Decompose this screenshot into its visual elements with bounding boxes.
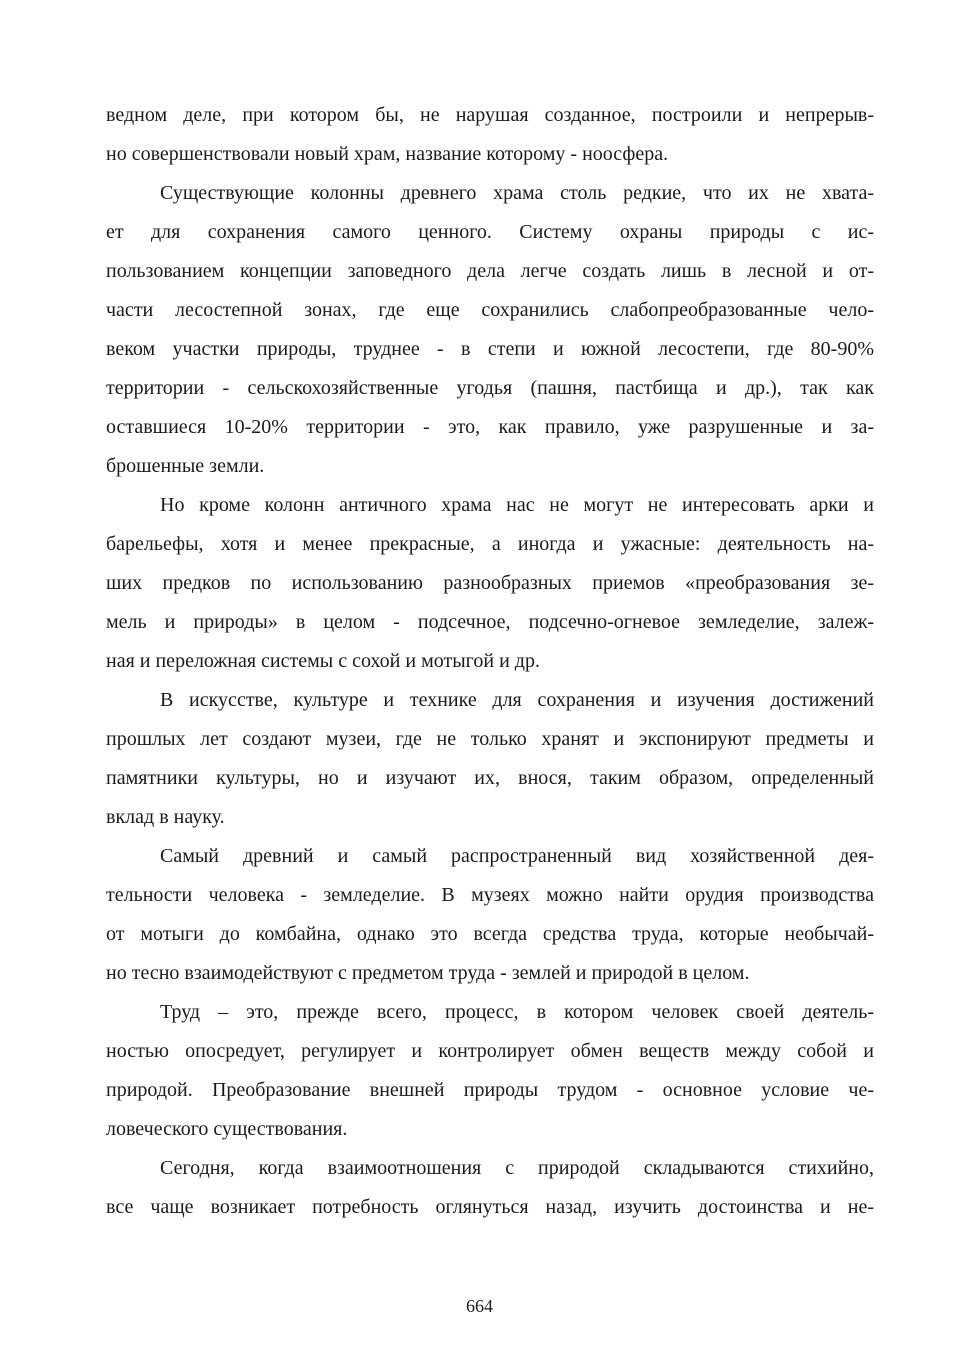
text-line: веком участки природы, труднее - в степи и южной лесостепи, где 80-90% [106, 338, 874, 360]
text-line: части лесостепной зонах, где еще сохранились слабопреобразованные чело- [106, 299, 874, 321]
paragraph-7 [106, 1149, 874, 1227]
text-line: мель и природы» в целом - подсечное, подсечно-огневое земледелие, залеж- [106, 611, 874, 633]
text-line: все чаще возникает потребность оглянуться назад, изучить достоинства и не- [106, 1196, 874, 1218]
text-line: от мотыги до комбайна, однако это всегда средства труда, которые необычай- [106, 923, 874, 945]
text-line: Но кроме колонн античного храма нас не могут не интересовать арки и [160, 494, 874, 516]
text-line: Сегодня, когда взаимоотношения с природой складываются стихийно, [160, 1157, 874, 1179]
text-line: природой. Преобразование внешней природы трудом - основное условие че- [106, 1079, 874, 1101]
page-number: 664 [466, 1296, 493, 1316]
text-line: пользованием концепции заповедного дела легче создать лишь в лесной и от- [106, 260, 874, 282]
text-line: ших предков по использованию разнообразных приемов «преобразования зе- [106, 572, 874, 594]
text-line: ная и переложная системы с сохой и мотыгой и др. [106, 650, 540, 672]
paragraph-2 [106, 174, 874, 486]
text-line: Труд – это, прежде всего, процесс, в котором человек своей деятель- [160, 1001, 874, 1023]
text-line: вклад в науку. [106, 806, 225, 828]
paragraph-4 [106, 681, 874, 837]
paragraph-3 [106, 486, 874, 681]
text-line: Существующие колонны древнего храма столь редкие, что их не хвата- [160, 182, 874, 204]
text-line: брошенные земли. [106, 455, 265, 477]
text-line: ловеческого существования. [106, 1118, 348, 1140]
text-line: территории - сельскохозяйственные угодья (пашня, пастбища и др.), так как [106, 377, 874, 399]
text-line: барельефы, хотя и менее прекрасные, а иногда и ужасные: деятельность на- [106, 533, 874, 555]
text-line: Самый древний и самый распространенный вид хозяйственной дея- [160, 845, 874, 867]
paragraph-5 [106, 837, 874, 993]
text-line: прошлых лет создают музеи, где не только хранят и экспонируют предметы и [106, 728, 874, 750]
text-line: тельности человека - земледелие. В музеях можно найти орудия производства [106, 884, 874, 906]
text-line: памятники культуры, но и изучают их, внося, таким образом, определенный [106, 767, 874, 789]
paragraph-1 [106, 96, 874, 174]
text-line: но совершенствовали новый храм, название которому - ноосфера. [106, 143, 669, 165]
text-line: ведном деле, при котором бы, не нарушая созданное, построили и непрерыв- [106, 104, 874, 126]
text-line: ет для сохранения самого ценного. Систему охраны природы с ис- [106, 221, 874, 243]
text-line: ностью опосредует, регулирует и контролирует обмен веществ между собой и [106, 1040, 874, 1062]
text-line: но тесно взаимодействуют с предметом труда - землей и природой в целом. [106, 962, 750, 984]
paragraph-6 [106, 993, 874, 1149]
body-text [106, 96, 874, 1227]
text-line: В искусстве, культуре и технике для сохранения и изучения достижений [160, 689, 874, 711]
text-line: оставшиеся 10-20% территории - это, как правило, уже разрушенные и за- [106, 416, 874, 438]
